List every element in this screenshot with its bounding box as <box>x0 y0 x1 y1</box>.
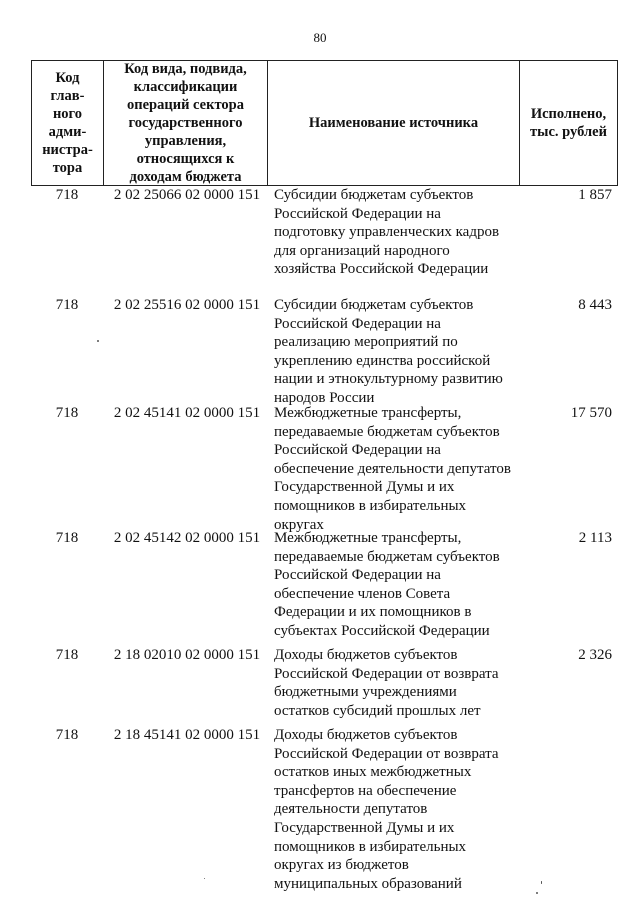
table-row <box>31 726 616 893</box>
amount-cell <box>519 726 616 893</box>
scan-speck <box>536 892 538 894</box>
classification-code-cell: 2 18 02010 02 0000 151 <box>113 647 261 663</box>
source-name-cell: Доходы бюджетов субъектов Российской Федерации от возврата остатков иных межбюджетных трансфертов на обеспечение деятельности депутатов Государственной Думы и их помощников в избирательных округах из бюджетов муниципальных образований <box>274 727 499 892</box>
admin-code-cell: 718 <box>55 187 79 203</box>
header-executed <box>520 61 617 185</box>
header-admin-code <box>32 61 104 185</box>
table-header <box>31 60 618 186</box>
header-source-name-text: Наименование источника <box>308 115 479 131</box>
scan-speck <box>541 881 542 884</box>
admin-code-cell: 718 <box>55 530 79 546</box>
header-classification-code-text: Код вида, подвида, классификации операций сектора государственного управления, относящихся к доходам бюджета <box>124 61 247 185</box>
table-row <box>31 529 616 641</box>
table-row <box>31 646 616 720</box>
source-name-cell: Межбюджетные трансферты, передаваемые бюджетам субъектов Российской Федерации на обеспечение деятельности депутатов Государственной Думы и их помощников в избирательных округах <box>274 405 511 533</box>
page-number: 80 <box>313 30 327 45</box>
source-name-cell: Субсидии бюджетам субъектов Российской Федерации на подготовку управленческих кадров для организаций народного хозяйства Российской Федерации <box>274 187 500 278</box>
admin-code-cell: 718 <box>55 405 79 421</box>
table-row <box>31 186 616 279</box>
source-name-cell: Субсидии бюджетам субъектов Российской Федерации на реализацию мероприятий по укреплению единства российской нации и этнокультурному развитию народов России <box>274 297 503 406</box>
scan-speck <box>204 878 205 879</box>
table-row <box>31 404 616 534</box>
amount-cell: 1 857 <box>578 187 612 203</box>
classification-code-cell: 2 02 25066 02 0000 151 <box>113 187 261 203</box>
amount-cell: 17 570 <box>570 405 612 421</box>
classification-code-cell: 2 18 45141 02 0000 151 <box>113 727 261 743</box>
scan-speck <box>97 340 99 342</box>
classification-code-cell: 2 02 45142 02 0000 151 <box>113 530 261 546</box>
classification-code-cell: 2 02 45141 02 0000 151 <box>113 405 261 421</box>
source-name-cell: Межбюджетные трансферты, передаваемые бюджетам субъектов Российской Федерации на обеспечение членов Совета Федерации и их помощников в субъектах Российской Федерации <box>274 530 500 639</box>
admin-code-cell: 718 <box>55 647 79 663</box>
amount-cell: 2 326 <box>578 647 612 663</box>
classification-code-cell: 2 02 25516 02 0000 151 <box>113 297 261 313</box>
header-source-name <box>268 61 520 185</box>
header-classification-code <box>104 61 268 185</box>
admin-code-cell: 718 <box>55 727 79 743</box>
header-admin-code-text: Код глав- ного адми- нистра- тора <box>42 70 93 176</box>
amount-cell: 8 443 <box>578 297 612 313</box>
header-executed-text: Исполнено, тыс. рублей <box>530 106 607 140</box>
source-name-cell: Доходы бюджетов субъектов Российской Федерации от возврата бюджетными учреждениями остатков субсидий прошлых лет <box>274 647 499 719</box>
table-row <box>31 296 616 408</box>
admin-code-cell: 718 <box>55 297 79 313</box>
amount-cell: 2 113 <box>578 530 612 546</box>
